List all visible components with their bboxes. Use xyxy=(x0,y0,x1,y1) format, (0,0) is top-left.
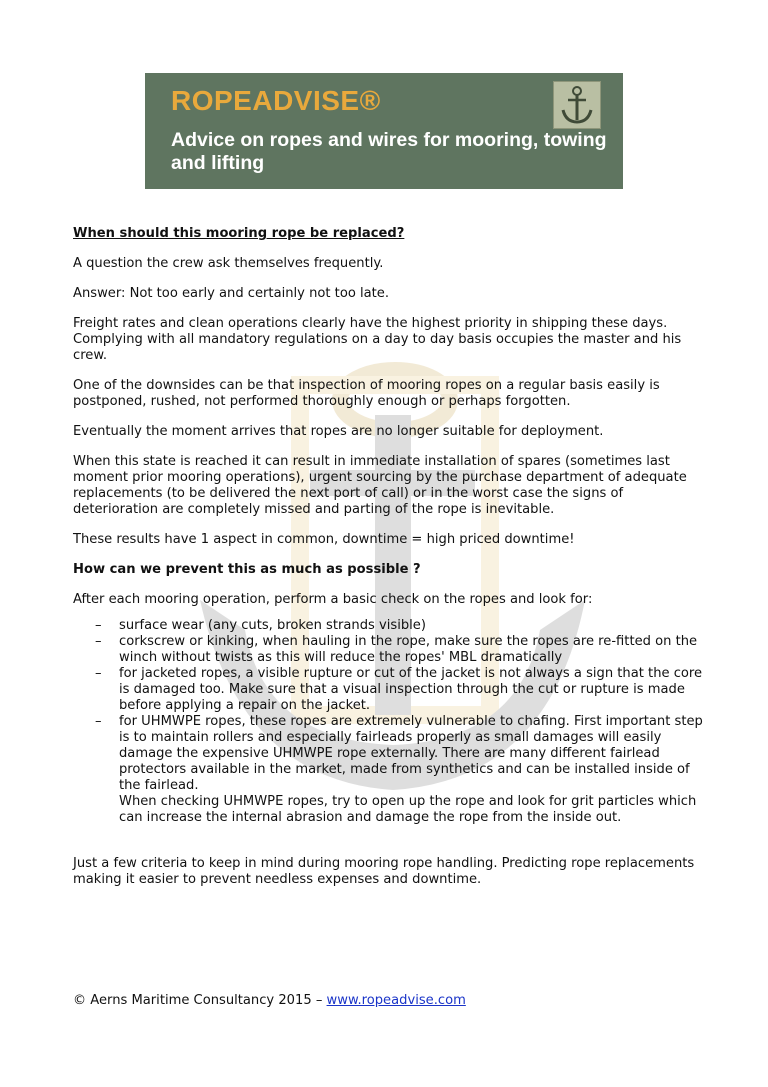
section-subheading: How can we prevent this as much as possible ? xyxy=(73,562,421,577)
footer-link[interactable]: www.ropeadvise.com xyxy=(326,993,466,1008)
article-body xyxy=(73,226,703,902)
paragraph-intro: After each mooring operation, perform a basic check on the ropes and look for: xyxy=(73,592,593,607)
list-item: – surface wear (any cuts, broken strands visible) xyxy=(73,618,703,634)
paragraph-answer: Answer: Not too early and certainly not too late. xyxy=(73,286,390,301)
checklist xyxy=(73,618,703,826)
paragraph-moment: Eventually the moment arrives that ropes are no longer suitable for deployment. xyxy=(73,424,604,439)
paragraph-closing: Just a few criteria to keep in mind during mooring rope handling. Predicting rope replacements making it easier to prevent needless expenses and downtime. xyxy=(73,856,695,887)
anchor-logo-icon xyxy=(553,81,601,129)
article-heading: When should this mooring rope be replaced? xyxy=(73,226,405,241)
paragraph-state: When this state is reached it can result in immediate installation of spares (sometimes last moment prior mooring operations), urgent sourcing by the purchase department of adequate replacements (to be delivered the next port of call) or in the worst case the signs of deterioration are completely missed and parting of the rope is inevitable. xyxy=(73,454,687,517)
paragraph-question: A question the crew ask themselves frequently. xyxy=(73,256,384,271)
paragraph-results: These results have 1 aspect in common, downtime = high priced downtime! xyxy=(73,532,575,547)
footer-copyright: © Aerns Maritime Consultancy 2015 – xyxy=(73,993,327,1008)
list-item: – corkscrew or kinking, when hauling in the rope, make sure the ropes are re-fitted on the winch without twists as this will reduce the ropes' MBL dramatically xyxy=(73,634,703,666)
footer xyxy=(73,993,466,1008)
header-banner xyxy=(145,73,623,189)
list-item-note: When checking UHMWPE ropes, try to open up the rope and look for grit particles which can increase the internal abrasion and damage the rope from the inside out. xyxy=(119,794,697,825)
list-item: – for jacketed ropes, a visible rupture or cut of the jacket is not always a sign that the core is damaged too. Make sure that a visual inspection through the cut or rupture is made before applying a repair on the jacket. xyxy=(73,666,703,714)
brand-tagline: Advice on ropes and wires for mooring, towing and lifting xyxy=(171,129,607,174)
brand-title: ROPEADVISE® xyxy=(171,85,381,116)
list-item: – for UHMWPE ropes, these ropes are extremely vulnerable to chafing. First important step is to maintain rollers and especially fairleads properly as small damages will easily damage the expensive UHMWPE rope externally. There are many different fairlead protectors available in the market, made from synthetics and can be installed inside of the fairlead. When checking UHMWPE ropes, try to open up the rope and look for grit particles which can increase the internal abrasion and damage the rope from the inside out. xyxy=(73,714,703,826)
paragraph-downsides: One of the downsides can be that inspection of mooring ropes on a regular basis easily is postponed, rushed, not performed thoroughly enough or perhaps forgotten. xyxy=(73,378,660,409)
paragraph-freight: Freight rates and clean operations clearly have the highest priority in shipping these days. Complying with all mandatory regulations on a day to day basis occupies the master and his crew. xyxy=(73,316,682,363)
